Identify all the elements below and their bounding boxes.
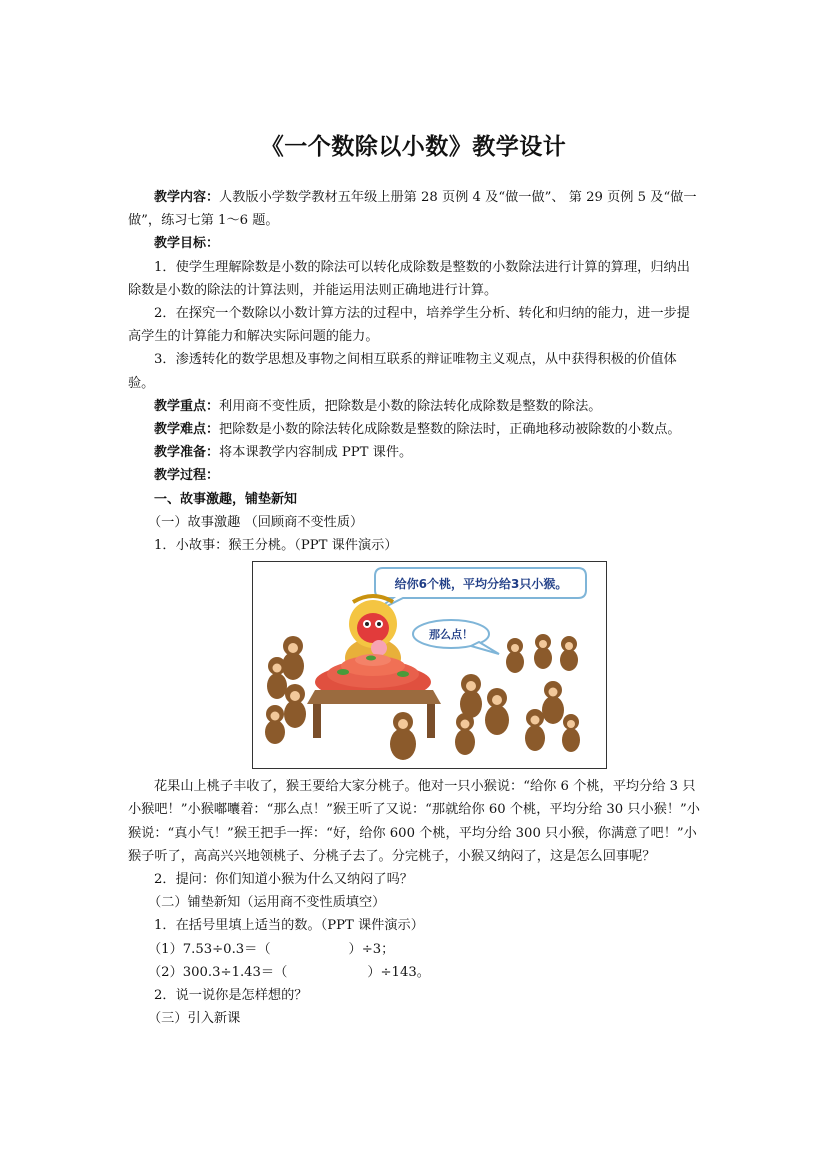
bubble-reply-text: 那么点！ [429,628,473,642]
goal-item: 2．在探究一个数除以小数计算方法的过程中，培养学生分析、转化和归纳的能力，进一步提高学生的计算能力和解决实际问题的能力。 [128,306,690,345]
teaching-content [128,186,703,232]
monkey-king-illustration [252,561,607,769]
difficulty: 教学难点：把除数是小数的除法转化成除数是整数的除法时，正确地移动被除数的小数点。 [154,422,681,438]
goal-item: 3．渗透转化的数学思想及事物之间相互联系的辩证唯物主义观点，从中获得积极的价值体验。 [128,352,677,391]
teaching-content-text: 人教版小学数学教材五年级上册第 28 页例 4 及“做一做”、 第 29 页例 5 及“做一做”，练习七第 1～6 题。 [128,190,697,229]
subsection-heading: （三）引入新课 [148,1011,241,1027]
list-item: 1．小故事：猴王分桃。（PPT 课件演示） [154,538,398,554]
monkey-group-right-icon [455,634,580,755]
key-point: 教学重点：利用商不变性质，把除数是小数的除法转化成除数是整数的除法。 [154,398,602,414]
preparation: 教学准备：将本课教学内容制成 PPT 课件。 [154,445,413,461]
document-title: 《一个数除以小数》教学设计 [260,134,567,160]
teaching-content-label: 教学内容： [154,190,220,205]
process-heading: 教学过程： [154,468,220,484]
list-item: 2．说一说你是怎样想的？ [154,988,308,1004]
teaching-goals-heading: 教学目标： [154,236,220,252]
speech-bubble-main [371,568,586,614]
monkey-group-left-icon [265,636,306,744]
subsection-heading: （二）铺垫新知（运用商不变性质填空） [148,895,386,911]
bubble-main-text: 给你6个桃，平均分给3只小猴。 [394,577,568,592]
equation-2: （2）300.3÷1.43＝（ ）÷143。 [148,964,430,980]
table-icon [307,690,441,738]
subsection-heading: （一）故事激趣 （回顾商不变性质） [148,514,364,530]
list-item: 2．提问：你们知道小猴为什么又纳闷了吗？ [154,872,413,888]
goal-item: 1．使学生理解除数是小数的除法可以转化成除数是整数的小数除法进行计算的算理，归纳出除数是小数的除法的计算法则，并能运用法则正确地进行计算。 [128,259,690,298]
equation-1: （1）7.53÷0.3＝（ ）÷3； [148,941,395,957]
section-heading: 一、故事激趣，铺垫新知 [154,491,298,507]
list-item: 1．在括号里填上适当的数。（PPT 课件演示） [154,918,424,934]
illustration-svg [253,562,606,768]
document-body [128,186,703,1030]
story-paragraph: 花果山上桃子丰收了，猴王要给大家分桃子。他对一只小猴说：“给你 6 个桃，平均分给 3 只小猴吧！”小猴嘟囔着：“那么点！”猴王听了又说：“那就给你 60 个桃，平均分给 30 只小猴！”小猴说：“真小气！”猴王把手一挥：“好，给你 600 个桃，平均分给 300 只小猴，你满意了吧！”小猴子听了，高高兴兴地领桃子、分桃子去了。分完桃子，小猴又纳闷了，这是怎么回事呢？ [128,779,700,864]
